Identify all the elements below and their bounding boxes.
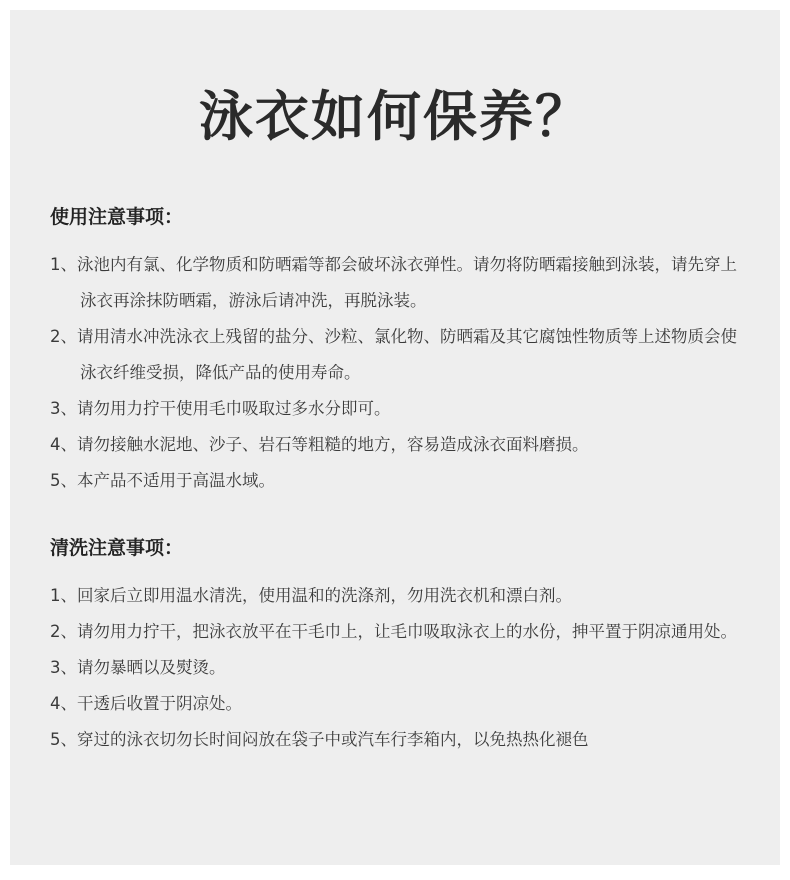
usage-notes-list: [50, 247, 750, 499]
cleaning-note-item: 5、穿过的泳衣切勿长时间闷放在袋子中或汽车行李箱内，以免热热化褪色: [50, 730, 589, 749]
cleaning-notes-list: [50, 578, 750, 758]
care-instructions-panel: [10, 10, 780, 865]
cleaning-note-item: 3、请勿暴晒以及熨烫。: [50, 658, 226, 677]
cleaning-note-item: 4、干透后收置于阴凉处。: [50, 694, 242, 713]
usage-note-item: 2、请用清水冲洗泳衣上残留的盐分、沙粒、氯化物、防晒霜及其它腐蚀性物质等上述物质会使泳衣纤维受损，降低产品的使用寿命。: [50, 327, 737, 382]
usage-note-item: 4、请勿接触水泥地、沙子、岩石等粗糙的地方，容易造成泳衣面料磨损。: [50, 435, 589, 454]
usage-note-item: 3、请勿用力拧干使用毛巾吸取过多水分即可。: [50, 399, 391, 418]
usage-note-item: 5、本产品不适用于高温水域。: [50, 471, 275, 490]
cleaning-note-item: 1、回家后立即用温水清洗，使用温和的洗涤剂，勿用洗衣机和漂白剂。: [50, 586, 572, 605]
cleaning-notes-section: [50, 534, 750, 758]
usage-notes-section: [50, 203, 750, 499]
cleaning-notes-heading: 清洗注意事项：: [50, 537, 184, 559]
page-title: 泳衣如何保养？: [199, 85, 591, 148]
usage-note-item: 1、泳池内有氯、化学物质和防晒霜等都会破坏泳衣弹性。请勿将防晒霜接触到泳装，请先穿上泳衣再涂抹防晒霜，游泳后请冲洗，再脱泳装。: [50, 255, 737, 310]
usage-notes-heading: 使用注意事项：: [50, 206, 184, 228]
cleaning-note-item: 2、请勿用力拧干，把泳衣放平在干毛巾上，让毛巾吸取泳衣上的水份，抻平置于阴凉通用处。: [50, 622, 737, 641]
